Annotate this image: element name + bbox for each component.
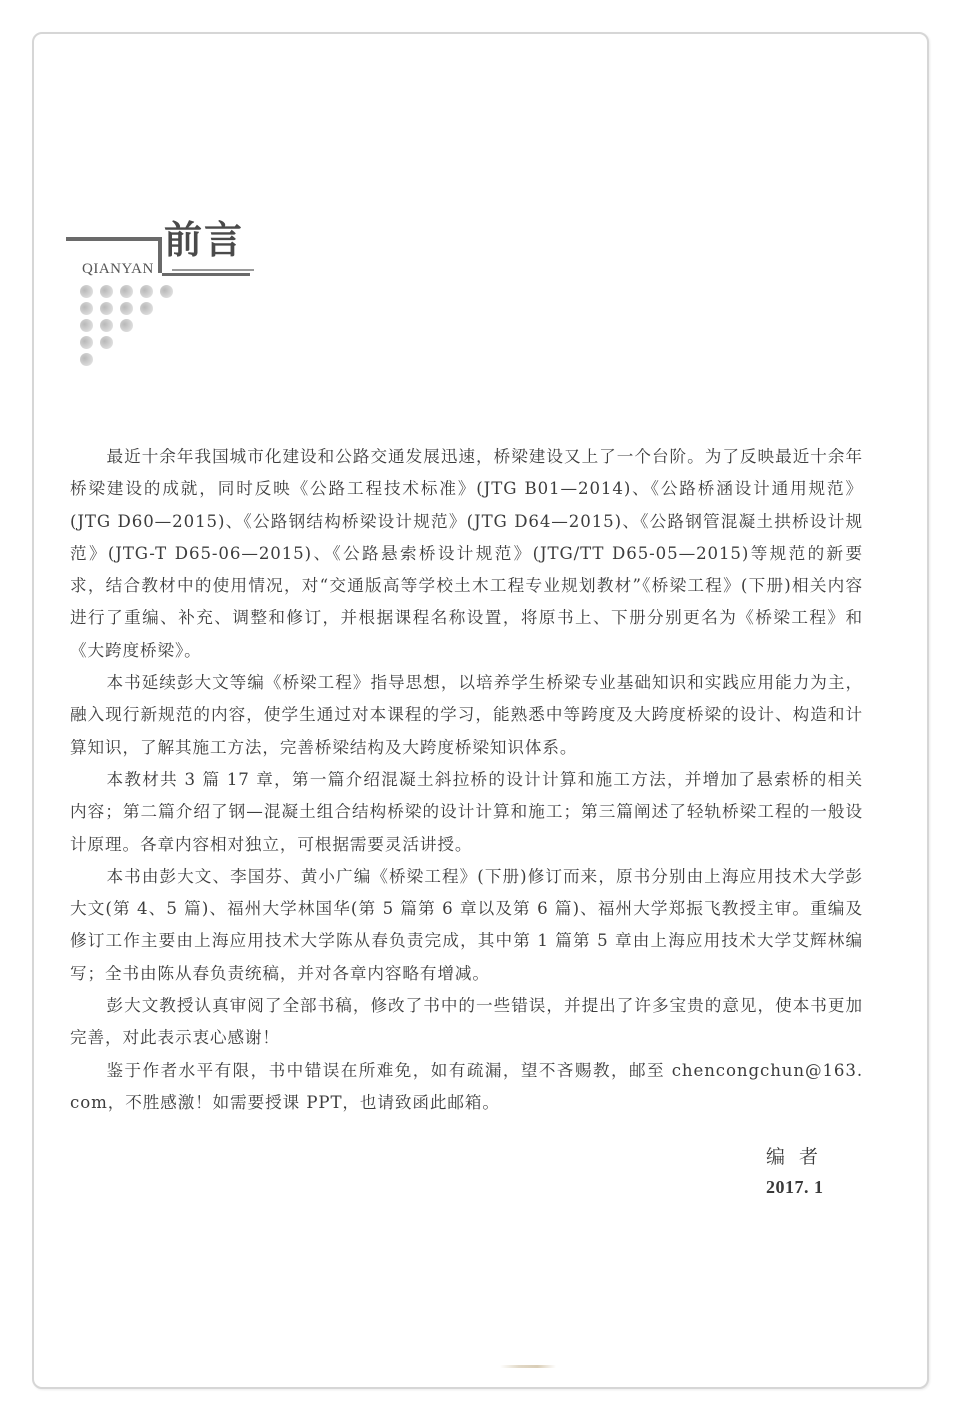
dot	[80, 319, 93, 332]
dot	[80, 302, 93, 315]
dot	[80, 336, 93, 349]
paragraph-6: 鉴于作者水平有限，书中错误在所难免，如有疏漏，望不吝赐教，邮至 chencongchun@163. com，不胜感激！如需要授课 PPT，也请致函此邮箱。	[70, 1060, 863, 1112]
dot	[100, 302, 113, 315]
dot	[120, 302, 133, 315]
dot	[80, 353, 93, 366]
dot	[120, 319, 133, 332]
paragraph-4: 本书由彭大文、李国芬、黄小广编《桥梁工程》(下册)修订而来，原书分别由上海应用技术大学彭大文(第 4、5 篇)、福州大学林国华(第 5 篇第 6 章以及第 6 篇)、福州大学郑振飞教授主审。重编及修订工作主要由上海应用技术大学陈从春负责完成，其中第 1 篇第 5 章由上海应用技术大学艾辉林编写；全书由陈从春负责统稿，并对各章内容略有增减。	[70, 866, 863, 983]
page-mark	[500, 1365, 556, 1368]
signature-editor: 编者	[766, 1146, 833, 1168]
dot	[100, 336, 113, 349]
dot	[120, 285, 133, 298]
heading-rule-vertical	[158, 237, 162, 273]
dot	[100, 285, 113, 298]
dot	[160, 285, 173, 298]
paragraph-2: 本书延续彭大文等编《桥梁工程》指导思想，以培养学生桥梁专业基础知识和实践应用能力为主，融入现行新规范的内容，使学生通过对本课程的学习，能熟悉中等跨度及大跨度桥梁的设计、构造和计算知识，了解其施工方法，完善桥梁结构及大跨度桥梁知识体系。	[70, 673, 863, 757]
signature-block	[766, 1142, 832, 1198]
heading-rule	[66, 237, 158, 241]
paragraph-5: 彭大文教授认真审阅了全部书稿，修改了书中的一些错误，并提出了许多宝贵的意见，使本书更加完善，对此表示衷心感谢！	[70, 996, 863, 1048]
dot	[140, 302, 153, 315]
dot	[100, 319, 113, 332]
dot	[80, 285, 93, 298]
preface-body	[70, 441, 863, 1119]
heading-underline-thin	[172, 269, 254, 271]
paragraph-1: 最近十余年我国城市化建设和公路交通发展迅速，桥梁建设又上了一个台阶。为了反映最近十余年桥梁建设的成就，同时反映《公路工程技术标准》(JTG B01—2014)、《公路桥涵设计通用规范》(JTG D60—2015)、《公路钢结构桥梁设计规范》(JTG D64—2015)、《公路钢管混凝土拱桥设计规范》(JTG-T D65-06—2015)、《公路悬索桥设计规范》(JTG/TT D65-05—2015)等规范的新要求，结合教材中的使用情况，对“交通版高等学校土木工程专业规划教材”《桥梁工程》(下册)相关内容进行了重编、补充、调整和修订，并根据课程名称设置，将原书上、下册分别更名为《桥梁工程》和《大跨度桥梁》。	[70, 447, 863, 660]
page-title: 前言	[164, 218, 245, 262]
heading-underline	[162, 273, 250, 276]
signature-date: 2017. 1	[766, 1177, 824, 1197]
paragraph-3: 本教材共 3 篇 17 章，第一篇介绍混凝土斜拉桥的设计计算和施工方法，并增加了悬索桥的相关内容；第二篇介绍了钢—混凝土组合结构桥梁的设计计算和施工；第三篇阐述了轻轨桥梁工程的一般设计原理。各章内容相对独立，可根据需要灵活讲授。	[70, 769, 863, 854]
dot	[140, 285, 153, 298]
page-title-pinyin: QIANYAN	[82, 261, 154, 277]
